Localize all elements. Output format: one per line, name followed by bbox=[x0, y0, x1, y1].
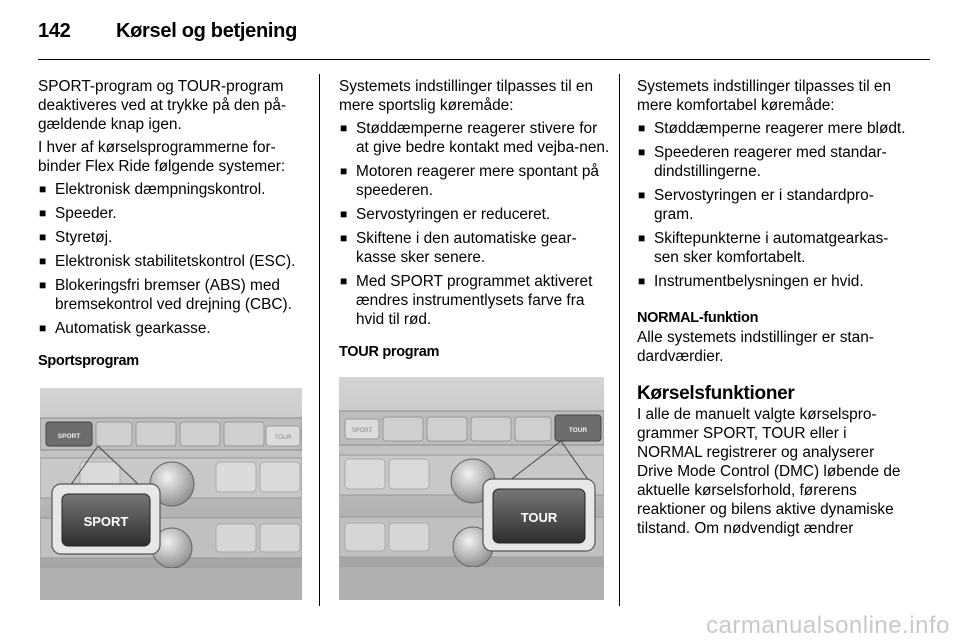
subheading: Sportsprogram bbox=[38, 353, 139, 369]
paragraph: SPORT-program og TOUR-program deaktiveres ved at trykke på den på-gældende knap igen. bbox=[38, 78, 287, 133]
large-tour-label: TOUR bbox=[520, 510, 558, 525]
page-title: Kørsel og betjening bbox=[116, 20, 297, 42]
column-3 bbox=[637, 77, 909, 542]
list-item: ■ Speeder. bbox=[38, 204, 310, 223]
list-item: ■ Støddæmperne reagerer mere blødt. bbox=[637, 119, 909, 138]
column-divider-2 bbox=[619, 74, 620, 606]
small-tour-label: TOUR bbox=[274, 435, 292, 441]
sport-button-figure bbox=[40, 388, 302, 600]
paragraph: Alle systemets indstillinger er stan-dardværdier. bbox=[637, 329, 874, 365]
bullet-list bbox=[339, 119, 611, 329]
column-2 bbox=[339, 77, 611, 366]
bullet-list bbox=[38, 180, 310, 338]
list-item: ■ Elektronisk stabilitetskontrol (ESC). bbox=[38, 252, 310, 271]
list-item: ■ Speederen reagerer med standar-dindstillingerne. bbox=[637, 143, 909, 181]
paragraph: I hver af kørselsprogrammerne for-binder Flex Ride følgende systemer: bbox=[38, 139, 286, 175]
subheading: NORMAL-funktion bbox=[637, 310, 759, 326]
tour-button-figure bbox=[339, 377, 604, 600]
header-rule bbox=[38, 59, 930, 60]
list-item: ■ Styretøj. bbox=[38, 228, 310, 247]
list-item: ■ Motoren reagerer mere spontant på speederen. bbox=[339, 162, 611, 200]
small-tour-label: TOUR bbox=[568, 427, 588, 434]
watermark: carmanualsonline.info bbox=[706, 612, 950, 639]
page-number: 142 bbox=[38, 20, 71, 42]
list-item: ■ Med SPORT programmet aktiveret ændres instrumentlysets farve fra hvid til rød. bbox=[339, 272, 611, 329]
list-item: ■ Blokeringsfri bremser (ABS) med bremsekontrol ved drejning (CBC). bbox=[38, 276, 310, 314]
subheading: TOUR program bbox=[339, 344, 440, 360]
list-item: ■ Skiftepunkterne i automatgearkas-sen sker komfortabelt. bbox=[637, 229, 909, 267]
small-sport-label: SPORT bbox=[351, 428, 373, 434]
paragraph: I alle de manuelt valgte kørselspro-grammer SPORT, TOUR eller i NORMAL registrerer og analyserer Drive Mode Control (DMC) løbende de aktuelle kørselsforhold, førerens reaktioner og bilens aktive dynamiske tilstand. Om nødvendigt ændrer bbox=[637, 406, 901, 537]
list-item: ■ Skiftene i den automatiske gear-kasse sker senere. bbox=[339, 229, 611, 267]
list-item: ■ Elektronisk dæmpningskontrol. bbox=[38, 180, 310, 199]
list-item: ■ Instrumentbelysningen er hvid. bbox=[637, 272, 909, 291]
large-sport-label: SPORT bbox=[83, 514, 129, 529]
column-1 bbox=[38, 77, 310, 375]
paragraph: Systemets indstillinger tilpasses til en mere komfortabel køremåde: bbox=[637, 78, 892, 114]
column-divider-1 bbox=[319, 74, 320, 606]
list-item: ■ Servostyringen er i standardpro-gram. bbox=[637, 186, 909, 224]
list-item: ■ Servostyringen er reduceret. bbox=[339, 205, 611, 224]
list-item: ■ Automatisk gearkasse. bbox=[38, 319, 310, 338]
small-sport-label: SPORT bbox=[57, 433, 81, 440]
section-heading: Kørselsfunktioner bbox=[637, 383, 795, 404]
list-item: ■ Støddæmperne reagerer stivere for at give bedre kontakt med vejba-nen. bbox=[339, 119, 611, 157]
bullet-list bbox=[637, 119, 909, 291]
paragraph: Systemets indstillinger tilpasses til en mere sportslig køremåde: bbox=[339, 78, 594, 114]
